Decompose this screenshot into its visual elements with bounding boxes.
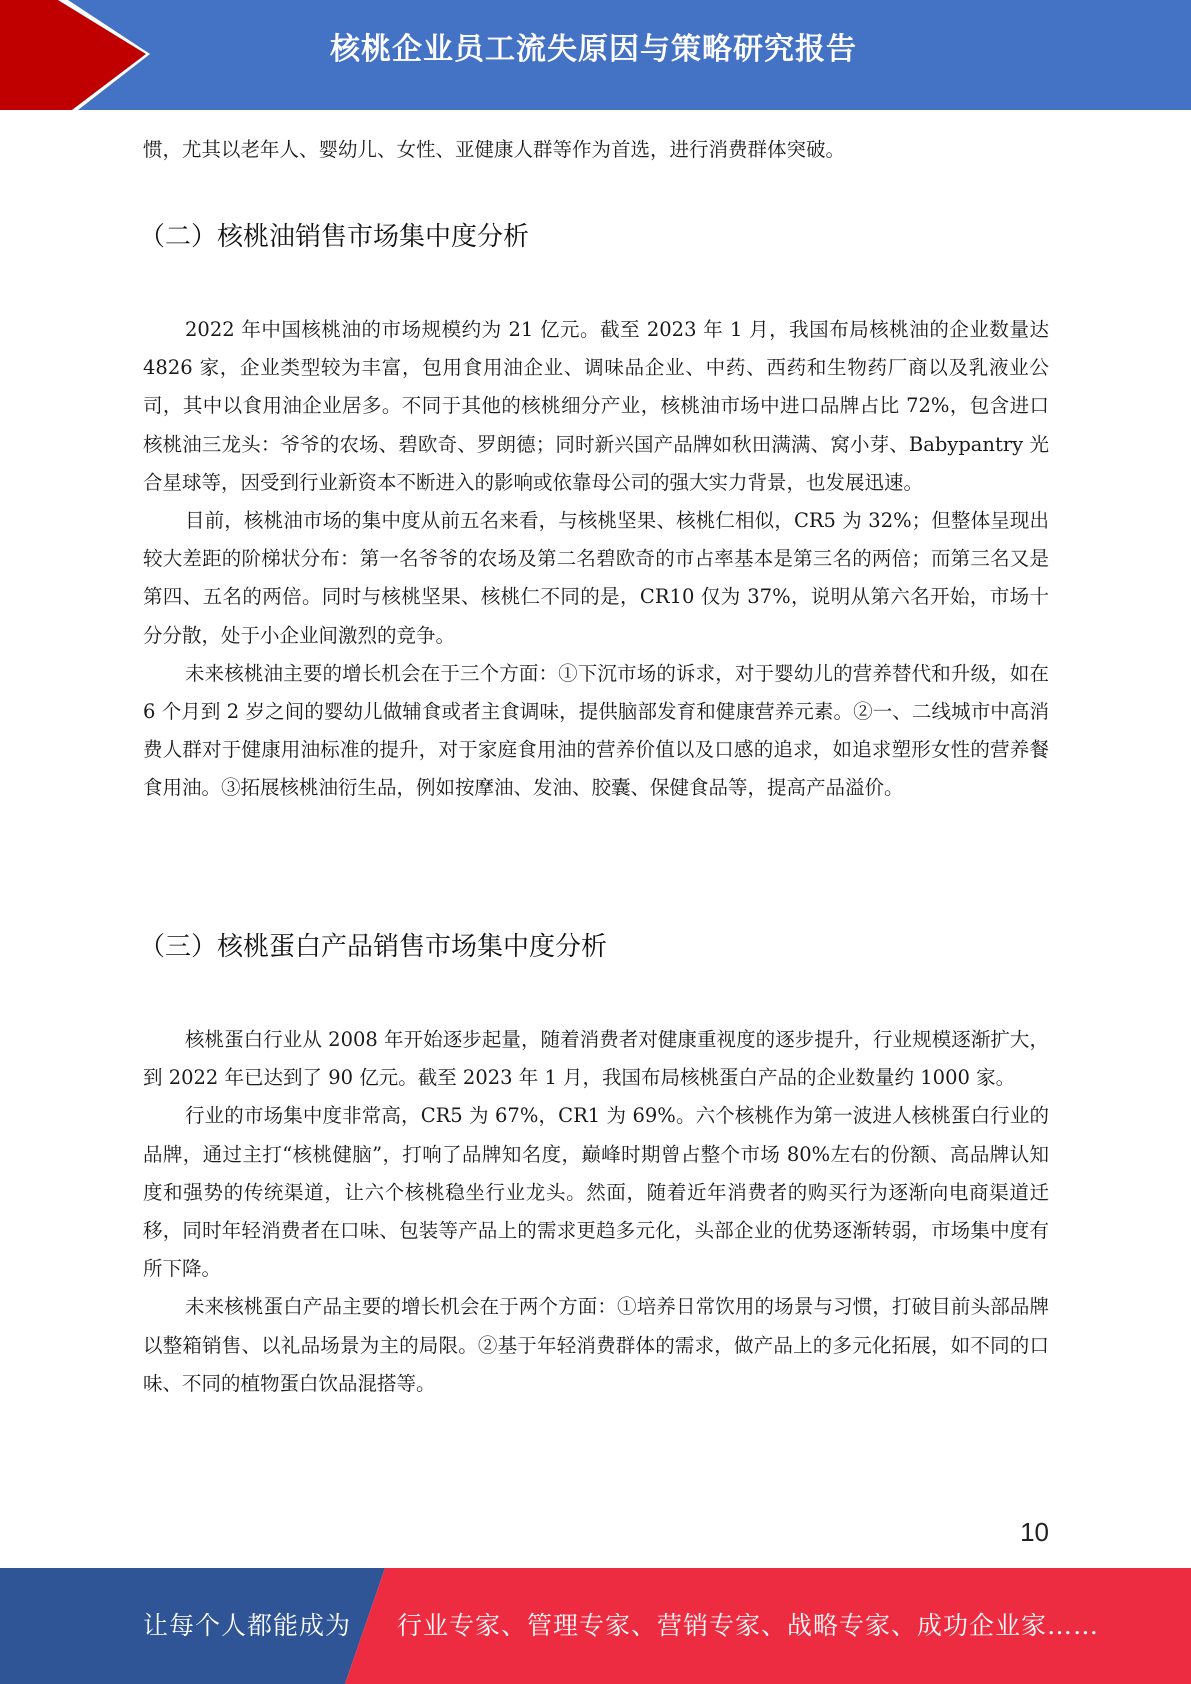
paragraph: 未来核桃油主要的增长机会在于三个方面：①下沉市场的诉求，对于婴幼儿的营养替代和升级，如在 6 个月到 2 岁之间的婴幼儿做辅食或者主食调味，提供脑部发育和健康营养元素。②一、二线城市中高消费人群对于健康用油标准的提升，对于家庭食用油的营养价值以及口感的追求，如追求塑形女性的营养餐食用油。③拓展核桃油衍生品，例如按摩油、发油、胶囊、保健食品等，提高产品溢价。 bbox=[143, 661, 1049, 800]
page-number: 10 bbox=[1020, 1517, 1049, 1547]
page-footer bbox=[0, 1568, 1191, 1684]
paragraph: 未来核桃蛋白产品主要的增长机会在于两个方面：①培养日常饮用的场景与习惯，打破目前头部品牌以整箱销售、以礼品场景为主的局限。②基于年轻消费群体的需求，做产品上的多元化拓展，如不同的口味、不同的植物蛋白饮品混搭等。 bbox=[143, 1295, 1049, 1395]
section-heading-walnut-oil: （二）核桃油销售市场集中度分析 bbox=[139, 222, 530, 252]
paragraph: 目前，核桃油市场的集中度从前五名来看，与核桃坚果、核桃仁相似，CR5 为 32%；但整体呈现出较大差距的阶梯状分布：第一名爷爷的农场及第二名碧欧奇的市占率基本是第三名的两倍；而第三名又是第四、五名的两倍。同时与核桃坚果、核桃仁不同的是，CR10 仅为 37%，说明从第六名开始，市场十分分散，处于小企业间激烈的竞争。 bbox=[143, 509, 1049, 647]
report-title: 核桃企业员工流失原因与策略研究报告 bbox=[330, 32, 857, 67]
section-body-walnut-protein bbox=[143, 1021, 1049, 1403]
paragraph: 2022 年中国核桃油的市场规模约为 21 亿元。截至 2023 年 1 月，我国布局核桃油的企业数量达 4826 家，企业类型较为丰富，包用食用油企业、调味品企业、中药、西药和生物药厂商以及乳液业公司，其中以食用油企业居多。不同于其他的核桃细分产业，核桃油市场中进口品牌占比 72%，包含进口核桃油三龙头：爷爷的农场、碧欧奇、罗朗德；同时新兴国产品牌如秋田满满、窝小芽、Babypantry 光合星球等，因受到行业新资本不断进入的影响或依靠母公司的强大实力背景，也发展迅速。 bbox=[143, 318, 1049, 494]
page-header bbox=[0, 0, 1191, 110]
footer-slogan-right: 行业专家、管理专家、营销专家、战略专家、成功企业家…… bbox=[397, 1611, 1100, 1640]
paragraph: 行业的市场集中度非常高，CR5 为 67%，CR1 为 69%。六个核桃作为第一波进人核桃蛋白行业的品牌，通过主打“核桃健脑”，打响了品牌知名度，巅峰时期曾占整个市场 80%左右的份额、高品牌认知度和强势的传统渠道，让六个核桃稳坐行业龙头。然面，随着近年消费者的购买行为逐渐向电商渠道迁移，同时年轻消费者在口味、包装等产品上的需求更趋多元化，头部企业的优势逐渐转弱，市场集中度有所下降。 bbox=[143, 1104, 1049, 1281]
section-heading-walnut-protein: （三）核桃蛋白产品销售市场集中度分析 bbox=[139, 932, 608, 962]
footer-slogan-left: 让每个人都能成为 bbox=[143, 1611, 352, 1640]
header-red-chevron bbox=[0, 0, 150, 110]
section-body-walnut-oil bbox=[143, 311, 1049, 808]
paragraph: 核桃蛋白行业从 2008 年开始逐步起量，随着消费者对健康重视度的逐步提升，行业规模逐渐扩大，到 2022 年已达到了 90 亿元。截至 2023 年 1 月，我国布局核桃蛋白产品的企业数量约 1000 家。 bbox=[143, 1028, 1049, 1090]
lead-paragraph: 惯，尤其以老年人、婴幼儿、女性、亚健康人群等作为首选，进行消费群体突破。 bbox=[143, 138, 846, 161]
